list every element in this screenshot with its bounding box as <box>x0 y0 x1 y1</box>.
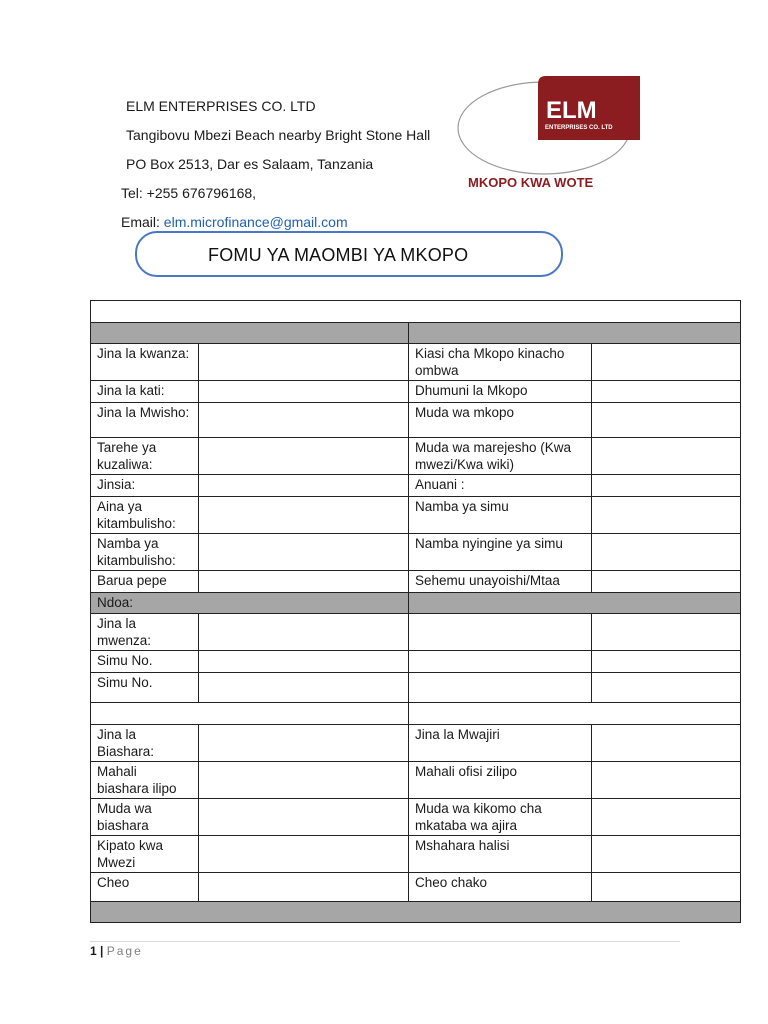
form-label: Namba ya simu <box>409 497 592 534</box>
company-tel: Tel: +255 676796168, <box>121 185 257 201</box>
company-address: Tangibovu Mbezi Beach nearby Bright Stone Hall <box>126 127 431 143</box>
form-row <box>91 534 741 571</box>
form-label: Namba nyingine ya simu <box>409 534 592 571</box>
form-row <box>91 725 741 762</box>
form-input-cell[interactable] <box>199 497 409 534</box>
company-details <box>121 92 431 237</box>
form-row <box>91 873 741 902</box>
form-title-box <box>135 231 563 277</box>
form-input-cell[interactable] <box>592 381 741 403</box>
form-label: Simu No. <box>91 651 199 673</box>
form-input-cell[interactable] <box>592 673 741 703</box>
form-label: Cheo <box>91 873 199 902</box>
form-input-cell[interactable] <box>592 344 741 381</box>
loan-application-table <box>90 300 741 923</box>
form-label: Jina la kwanza: <box>91 344 199 381</box>
form-label: Tarehe ya kuzaliwa: <box>91 438 199 475</box>
form-input-cell[interactable] <box>199 799 409 836</box>
form-label: Aina ya kitambulisho: <box>91 497 199 534</box>
form-title: FOMU YA MAOMBI YA MKOPO <box>208 245 469 265</box>
form-label <box>91 703 409 725</box>
company-name: ELM ENTERPRISES CO. LTD <box>126 98 316 114</box>
form-label <box>91 301 741 323</box>
form-label: Kiasi cha Mkopo kinacho ombwa <box>409 344 592 381</box>
form-label <box>91 902 741 923</box>
form-row <box>91 403 741 438</box>
form-row <box>91 323 741 344</box>
form-row <box>91 762 741 799</box>
form-row <box>91 836 741 873</box>
form-input-cell[interactable] <box>592 873 741 902</box>
form-input-cell[interactable] <box>592 475 741 497</box>
form-input-cell[interactable] <box>199 344 409 381</box>
form-label: Mshahara halisi <box>409 836 592 873</box>
form-label: Sehemu unayoishi/Mtaa <box>409 571 592 593</box>
form-row <box>91 301 741 323</box>
form-input-cell[interactable] <box>592 651 741 673</box>
form-input-cell[interactable] <box>592 403 741 438</box>
email-link[interactable]: elm.microfinance@gmail.com <box>163 214 348 230</box>
form-label: Muda wa kikomo cha mkataba wa ajira <box>409 799 592 836</box>
form-row <box>91 651 741 673</box>
form-input-cell[interactable] <box>592 614 741 651</box>
form-label: Jinsia: <box>91 475 199 497</box>
footer-divider <box>90 941 680 942</box>
form-label: Jina la kati: <box>91 381 199 403</box>
form-label <box>409 651 592 673</box>
logo-brand: ELM <box>546 97 597 124</box>
form-input-cell[interactable] <box>199 475 409 497</box>
form-row <box>91 673 741 703</box>
form-input-cell[interactable] <box>199 534 409 571</box>
form-label: Jina la Mwajiri <box>409 725 592 762</box>
form-row <box>91 799 741 836</box>
form-label: Simu No. <box>91 673 199 703</box>
form-input-cell[interactable] <box>199 651 409 673</box>
form-input-cell[interactable] <box>199 614 409 651</box>
form-input-cell[interactable] <box>592 497 741 534</box>
logo-slogan: MKOPO KWA WOTE <box>468 175 594 190</box>
form-label: Muda wa mkopo <box>409 403 592 438</box>
form-input-cell[interactable] <box>199 836 409 873</box>
form-row <box>91 497 741 534</box>
form-input-cell[interactable] <box>199 381 409 403</box>
form-row <box>91 593 741 614</box>
form-row <box>91 438 741 475</box>
form-label: Muda wa biashara <box>91 799 199 836</box>
form-label: Jina la mwenza: <box>91 614 199 651</box>
form-input-cell[interactable] <box>199 438 409 475</box>
page-number: 1 <box>90 944 97 958</box>
form-row <box>91 614 741 651</box>
form-label <box>91 323 409 344</box>
form-label <box>409 323 741 344</box>
page-footer <box>90 944 143 958</box>
form-row <box>91 571 741 593</box>
form-label <box>409 614 592 651</box>
email-label: Email: <box>121 214 164 230</box>
form-row <box>91 902 741 923</box>
form-input-cell[interactable] <box>199 403 409 438</box>
form-label: Jina la Mwisho: <box>91 403 199 438</box>
form-input-cell[interactable] <box>592 836 741 873</box>
form-label <box>409 593 741 614</box>
form-row <box>91 344 741 381</box>
form-input-cell[interactable] <box>199 725 409 762</box>
form-input-cell[interactable] <box>592 799 741 836</box>
form-input-cell[interactable] <box>592 725 741 762</box>
form-input-cell[interactable] <box>199 762 409 799</box>
form-label <box>409 703 741 725</box>
form-label: Barua pepe <box>91 571 199 593</box>
form-row <box>91 381 741 403</box>
form-label: Mahali biashara ilipo <box>91 762 199 799</box>
form-label: Namba ya kitambulisho: <box>91 534 199 571</box>
form-input-cell[interactable] <box>592 438 741 475</box>
form-input-cell[interactable] <box>199 873 409 902</box>
form-label: Mahali ofisi zilipo <box>409 762 592 799</box>
form-input-cell[interactable] <box>592 534 741 571</box>
form-label: Jina la Biashara: <box>91 725 199 762</box>
form-input-cell[interactable] <box>592 571 741 593</box>
form-input-cell[interactable] <box>199 673 409 703</box>
form-label: Dhumuni la Mkopo <box>409 381 592 403</box>
form-input-cell[interactable] <box>199 571 409 593</box>
form-row <box>91 703 741 725</box>
logo-sub: ENTERPRISES CO. LTD <box>545 125 613 131</box>
form-row <box>91 475 741 497</box>
page-separator: | <box>96 944 107 958</box>
page-label: Page <box>106 944 143 958</box>
form-label: Ndoa: <box>91 593 409 614</box>
form-label <box>409 673 592 703</box>
form-label: Anuani : <box>409 475 592 497</box>
form-label: Kipato kwa Mwezi <box>91 836 199 873</box>
company-po-box: PO Box 2513, Dar es Salaam, Tanzania <box>126 156 374 172</box>
form-label: Cheo chako <box>409 873 592 902</box>
elm-logo <box>452 74 648 196</box>
form-label: Muda wa marejesho (Kwa mwezi/Kwa wiki) <box>409 438 592 475</box>
form-input-cell[interactable] <box>592 762 741 799</box>
